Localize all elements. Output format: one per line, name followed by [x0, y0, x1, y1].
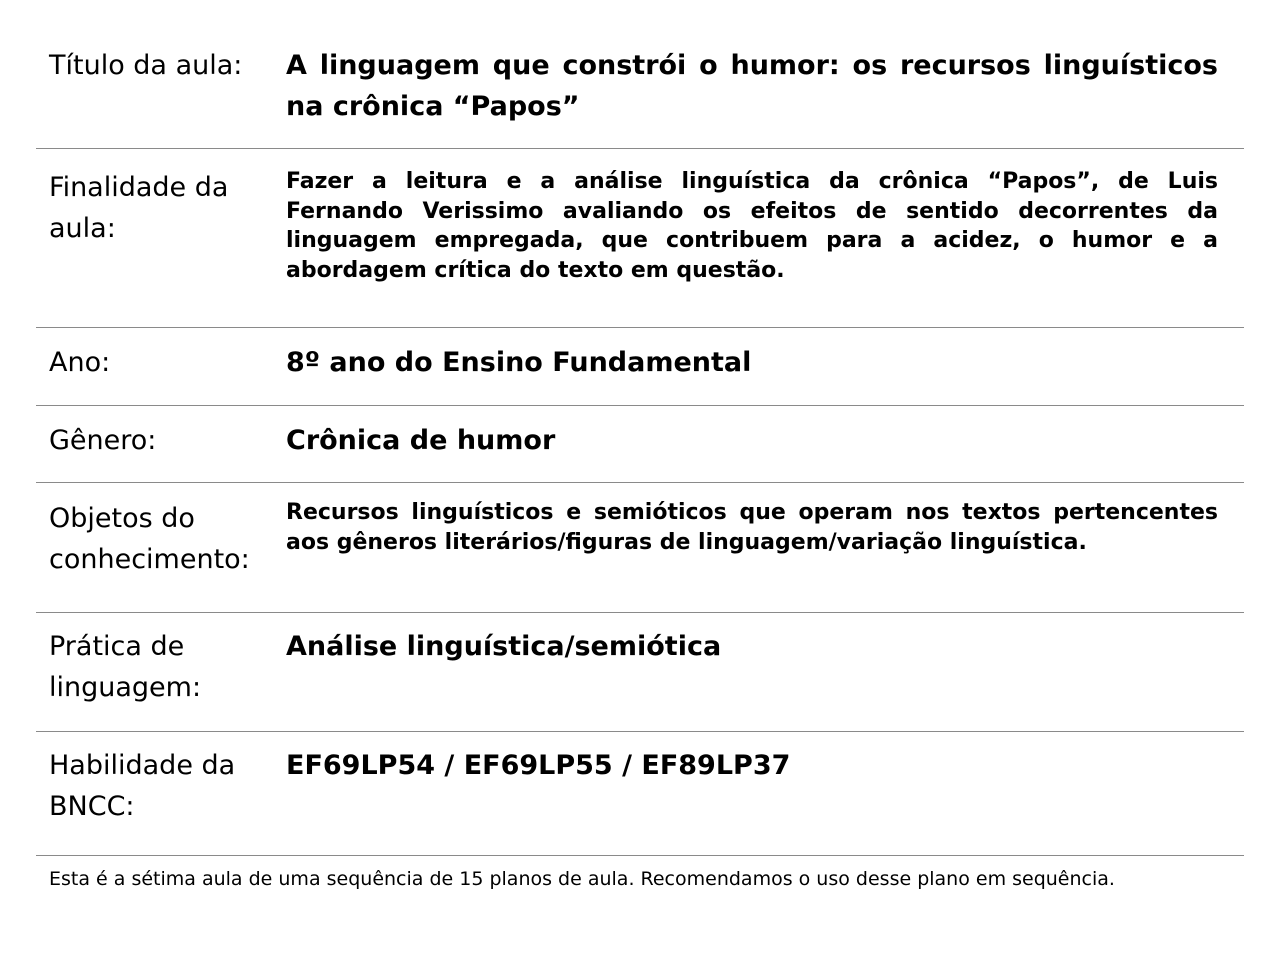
school-year-value: 8º ano do Ensino Fundamental [286, 347, 752, 378]
row-knowledge-objects [36, 483, 1244, 613]
lesson-plan-table [36, 36, 1244, 893]
row-genre [36, 406, 1244, 483]
bncc-skill-label: Habilidade da BNCC: [49, 750, 236, 822]
lesson-title-label: Título da aula: [49, 50, 243, 81]
genre-label: Gênero: [49, 425, 157, 456]
row-lesson-title [36, 36, 1244, 149]
school-year-label: Ano: [49, 347, 111, 378]
genre-value: Crônica de humor [286, 425, 556, 456]
row-language-practice [36, 613, 1244, 732]
language-practice-label: Prática de linguagem: [49, 631, 202, 703]
lesson-purpose-value: Fazer a leitura e a análise linguística da crônica “Papos”, de Luis Fernando Verissimo avaliando os efeitos de sentido decorrentes da linguagem empregada, que contribuem para a acidez, o humor e a abordagem crítica do texto em questão. [286, 169, 1218, 283]
row-bncc-skill [36, 732, 1244, 856]
bncc-skill-value: EF69LP54 / EF69LP55 / EF89LP37 [286, 750, 791, 781]
row-lesson-purpose [36, 149, 1244, 328]
sequence-footnote: Esta é a sétima aula de uma sequência de 15 planos de aula. Recomendamos o uso desse plano em sequência. [49, 868, 1115, 890]
language-practice-value: Análise linguística/semiótica [286, 631, 722, 662]
knowledge-objects-label: Objetos do conhecimento: [49, 503, 250, 575]
lesson-purpose-label: Finalidade da aula: [49, 172, 229, 244]
knowledge-objects-value: Recursos linguísticos e semióticos que operam nos textos pertencentes aos gêneros literários/figuras de linguagem/variação linguística. [286, 500, 1218, 555]
row-school-year [36, 328, 1244, 406]
lesson-title-value: A linguagem que constrói o humor: os recursos linguísticos na crônica “Papos” [286, 50, 1218, 122]
